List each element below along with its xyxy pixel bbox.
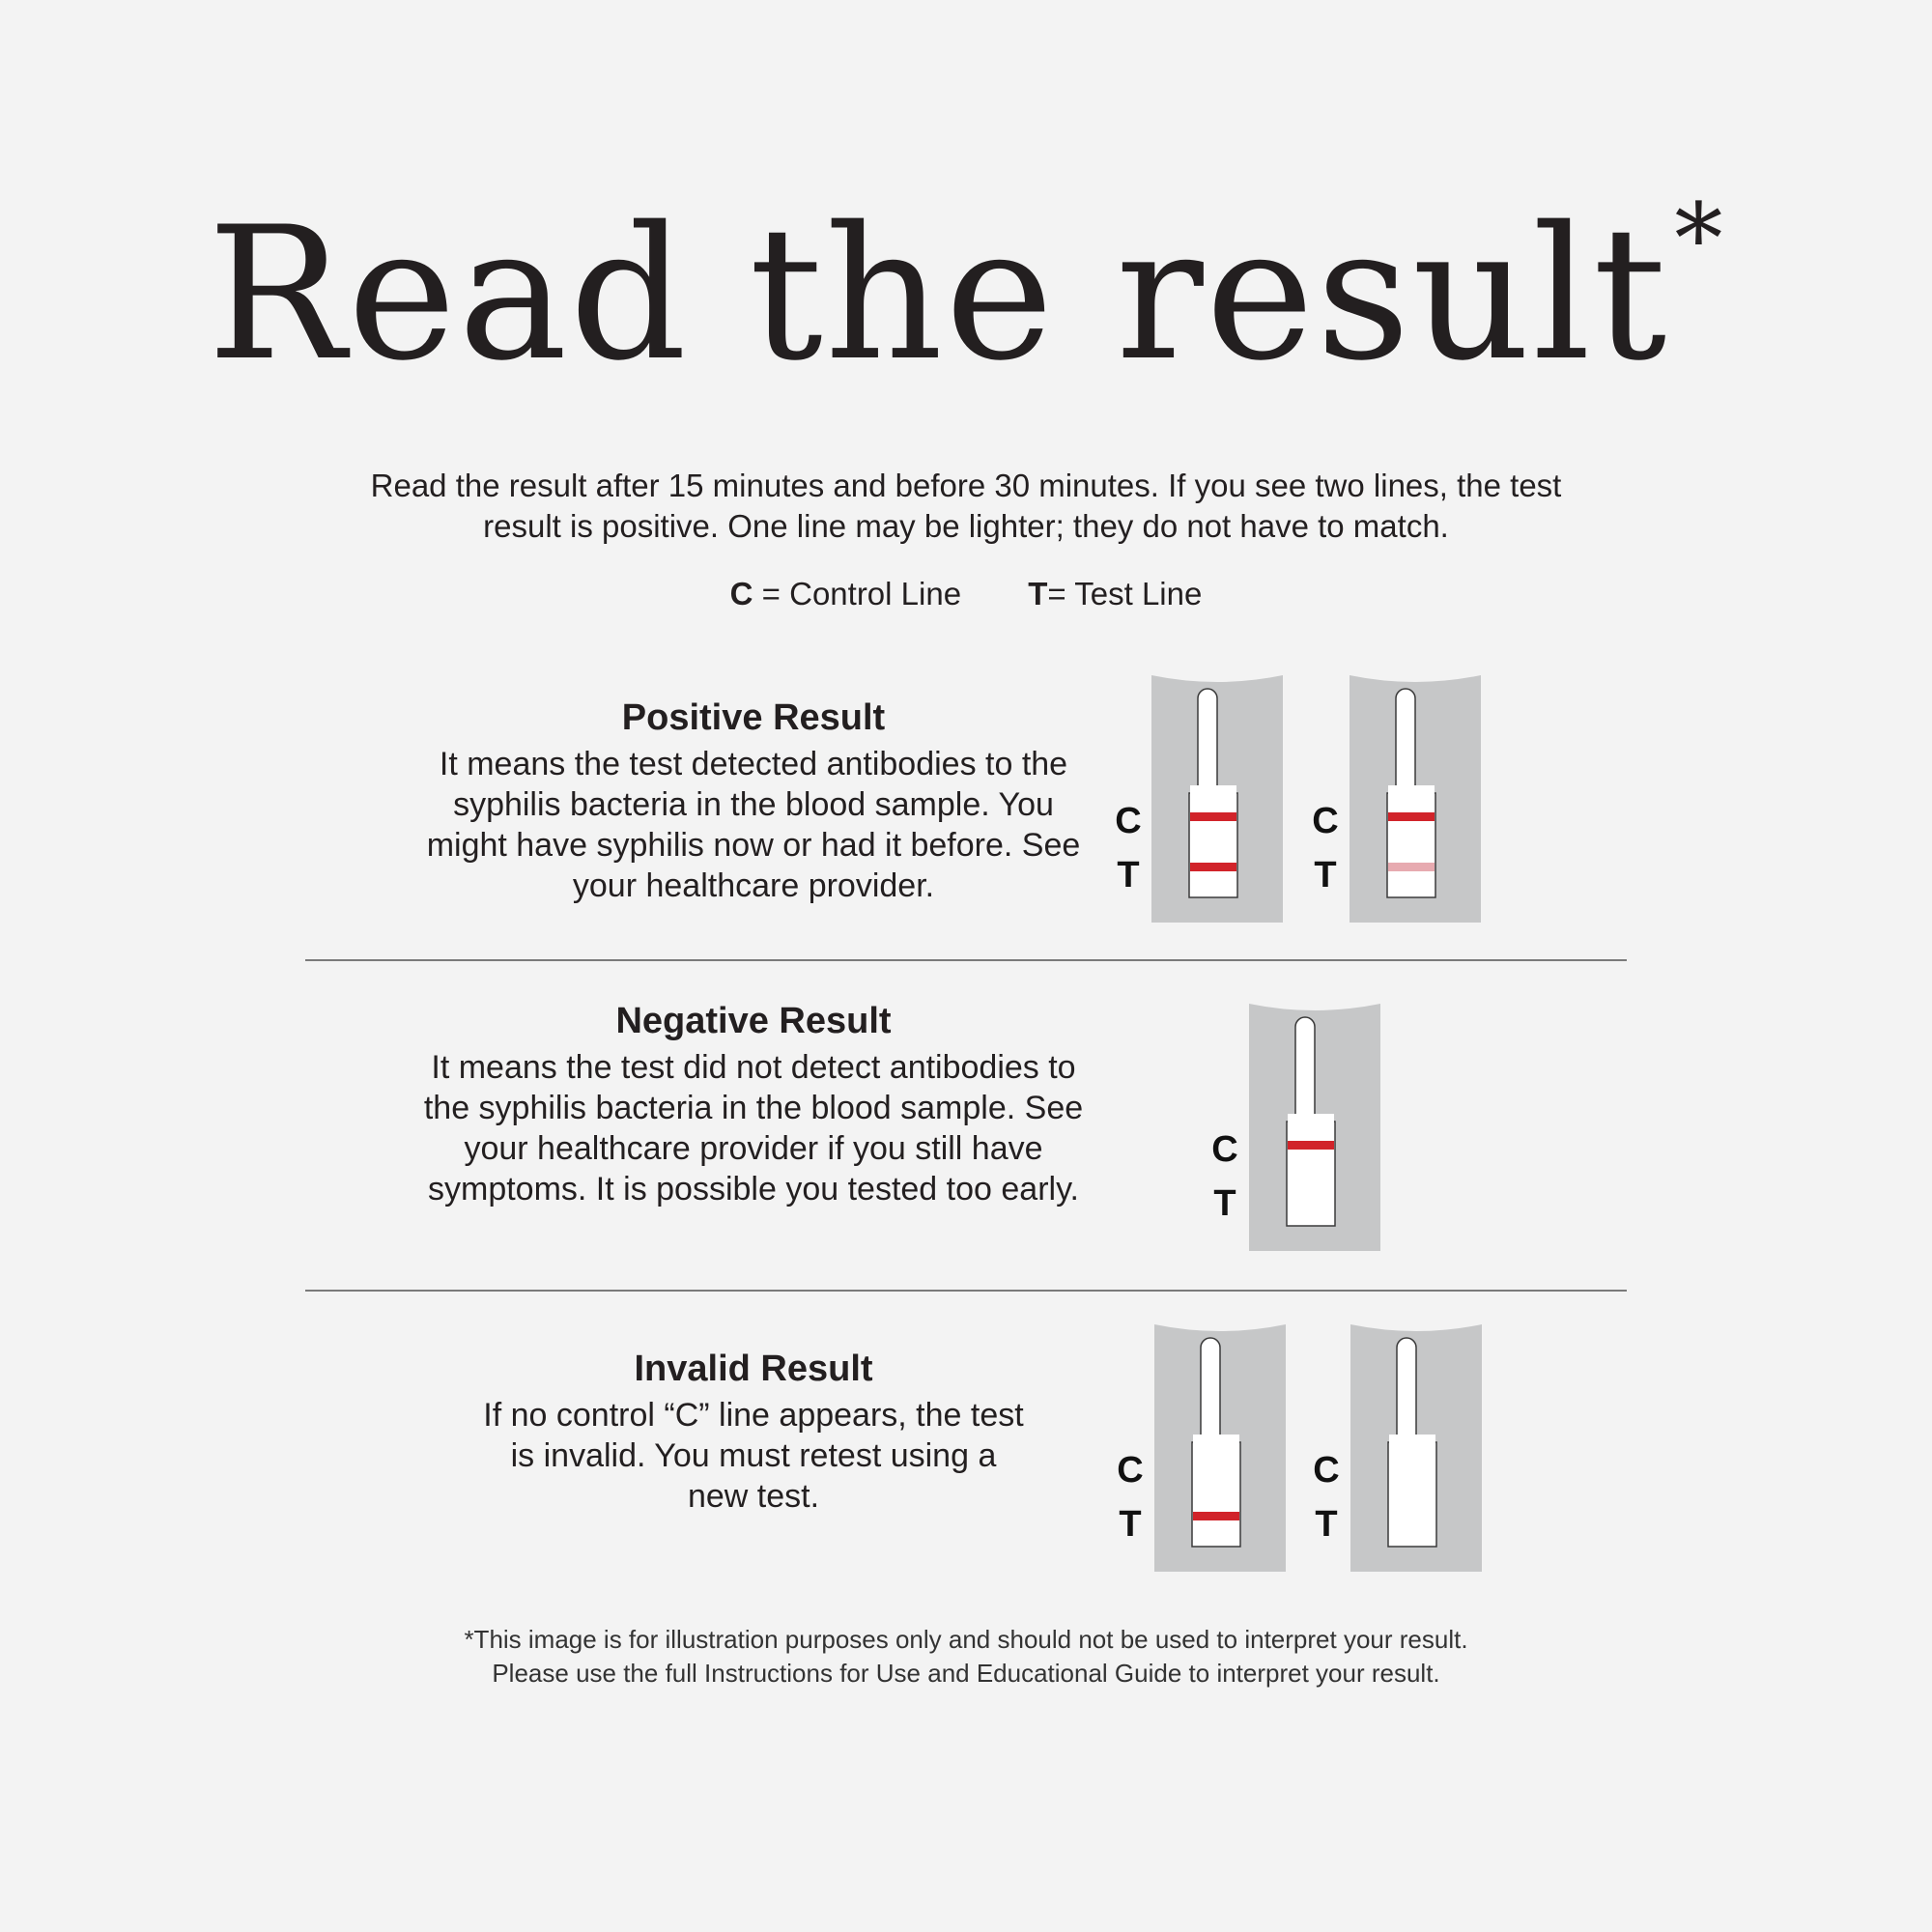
invalid-result-section [483, 1345, 1024, 1517]
footnote-line-2: Please use the full Instructions for Use and Educational Guide to interpret your result. [492, 1659, 1440, 1688]
strip-label-c: C [1115, 801, 1142, 841]
result-window [1387, 793, 1435, 897]
result-window [1189, 793, 1237, 897]
strip-label-t: T [1119, 1504, 1142, 1545]
negative-result-body: It means the test did not detect antibodies to the syphilis bacteria in the blood sample. See your healthcare provider if you still have symptoms. It is possible you tested too early. [423, 1049, 1084, 1208]
legend-control-key: C [729, 576, 753, 611]
window-join [1388, 785, 1435, 795]
positive-result-body: It means the test detected antibodies to the syphilis bacteria in the blood sample. You might have syphilis now or had it before. See your healthcare provider. [426, 746, 1081, 904]
strip-label-t: T [1315, 1504, 1338, 1545]
page-title [0, 183, 1932, 401]
test-line [1388, 863, 1435, 871]
legend-test [1028, 574, 1202, 614]
disclaimer-footnote [0, 1623, 1932, 1690]
strip-label-c: C [1117, 1450, 1144, 1491]
strip-label-t: T [1314, 855, 1337, 895]
test-device-positive-1 [1151, 675, 1283, 923]
test-device-invalid-2 [1350, 1324, 1482, 1572]
window-join [1389, 1435, 1435, 1444]
intro-text: Read the result after 15 minutes and before 30 minutes. If you see two lines, the test result is positive. One line may be lighter; they do not have to match. [370, 468, 1562, 544]
control-line [1388, 812, 1435, 821]
line-legend [0, 574, 1932, 614]
legend-test-text: = Test Line [1047, 576, 1203, 611]
strip-label-c: C [1313, 1450, 1340, 1491]
invalid-result-body: If no control “C” line appears, the test is invalid. You must retest using a new test. [483, 1397, 1024, 1515]
test-device-invalid-1 [1154, 1324, 1286, 1572]
control-line [1288, 1141, 1334, 1150]
title-asterisk: * [1674, 183, 1725, 296]
positive-result-heading: Positive Result [621, 697, 886, 738]
negative-result-heading: Negative Result [615, 1001, 892, 1041]
title-text: Read the result [207, 187, 1669, 401]
legend-control-text: = Control Line [753, 576, 962, 611]
control-line [1190, 812, 1236, 821]
strip-label-c: C [1211, 1129, 1238, 1170]
result-window [1192, 1442, 1240, 1547]
window-join [1288, 1114, 1334, 1123]
result-window [1287, 1122, 1335, 1226]
positive-result-section [425, 694, 1082, 906]
negative-result-section [415, 997, 1092, 1209]
strip-label-t: T [1213, 1183, 1236, 1224]
strip-label-c: C [1312, 801, 1339, 841]
test-device-positive-2 [1350, 675, 1481, 923]
section-divider [305, 959, 1627, 961]
window-join [1193, 1435, 1239, 1444]
legend-test-key: T [1028, 576, 1048, 611]
footnote-line-1: *This image is for illustration purposes only and should not be used to interpret your result. [464, 1625, 1468, 1654]
strip-label-t: T [1117, 855, 1140, 895]
legend-control [730, 574, 961, 614]
section-divider [305, 1290, 1627, 1292]
test-line [1190, 863, 1236, 871]
window-join [1190, 785, 1236, 795]
test-device-negative [1249, 1004, 1380, 1251]
test-line [1193, 1512, 1239, 1520]
result-window [1388, 1442, 1436, 1547]
invalid-result-heading: Invalid Result [634, 1349, 873, 1389]
